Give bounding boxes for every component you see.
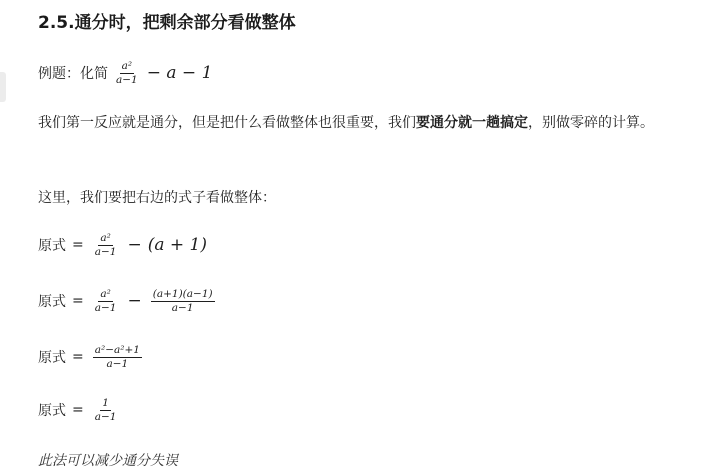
step-label: 原式 (38, 350, 66, 366)
paragraph-explanation (38, 112, 710, 134)
fraction-numerator: 1 (102, 396, 109, 409)
step-fraction (93, 288, 119, 315)
example-rest: − a − 1 (146, 63, 213, 83)
equals-sign: = (72, 349, 84, 365)
paragraph-text-2: ，别做零碎的计算。 (528, 115, 654, 131)
step-tail: (a + 1) (147, 235, 208, 255)
paragraph-text-1: 我们第一反应就是通分，但是把什么看做整体也很重要，我们 (38, 115, 416, 131)
paragraph-bold-text: 要通分就一趟搞定 (416, 115, 528, 131)
step-label: 原式 (38, 238, 66, 254)
section-heading: 2.5.通分时，把剩余部分看做整体 (38, 13, 296, 33)
fraction-denominator: a−1 (94, 245, 117, 258)
paragraph-intro-text: 这里，我们要把右边的式子看做整体： (38, 190, 276, 206)
step-fraction (93, 397, 119, 424)
example-fraction-numerator: a² (121, 59, 133, 72)
step-label: 原式 (38, 403, 66, 419)
step-fraction-2 (151, 288, 215, 315)
fraction-numerator: (a+1)(a−1) (152, 287, 213, 300)
fraction-denominator: a−1 (94, 301, 117, 314)
equals-sign: = (72, 237, 84, 253)
step-1 (38, 228, 207, 262)
fraction-denominator: a−1 (171, 301, 194, 314)
equals-sign: = (72, 402, 84, 418)
fraction-denominator: a−1 (106, 357, 129, 370)
step-4 (38, 392, 121, 428)
example-fraction-denominator: a−1 (116, 73, 138, 86)
step-2 (38, 283, 218, 319)
step-3 (38, 339, 145, 375)
example-prefix: 例题：化简 (38, 66, 108, 82)
paragraph-intro (38, 186, 276, 208)
example-line (38, 57, 212, 89)
sidebar-edge-tab[interactable] (0, 72, 6, 102)
equals-sign: = (72, 293, 84, 309)
fraction-denominator: a−1 (94, 410, 117, 423)
fraction-numerator: a²−a²+1 (94, 343, 140, 356)
minus-sign: − (127, 235, 142, 255)
step-fraction (93, 344, 142, 371)
minus-sign: − (127, 291, 142, 311)
fraction-numerator: a² (100, 287, 111, 300)
example-fraction (114, 60, 140, 87)
step-label: 原式 (38, 294, 66, 310)
fraction-numerator: a² (100, 231, 111, 244)
tip-note: 此法可以减少通分失误 (38, 453, 178, 469)
step-fraction (93, 232, 119, 259)
